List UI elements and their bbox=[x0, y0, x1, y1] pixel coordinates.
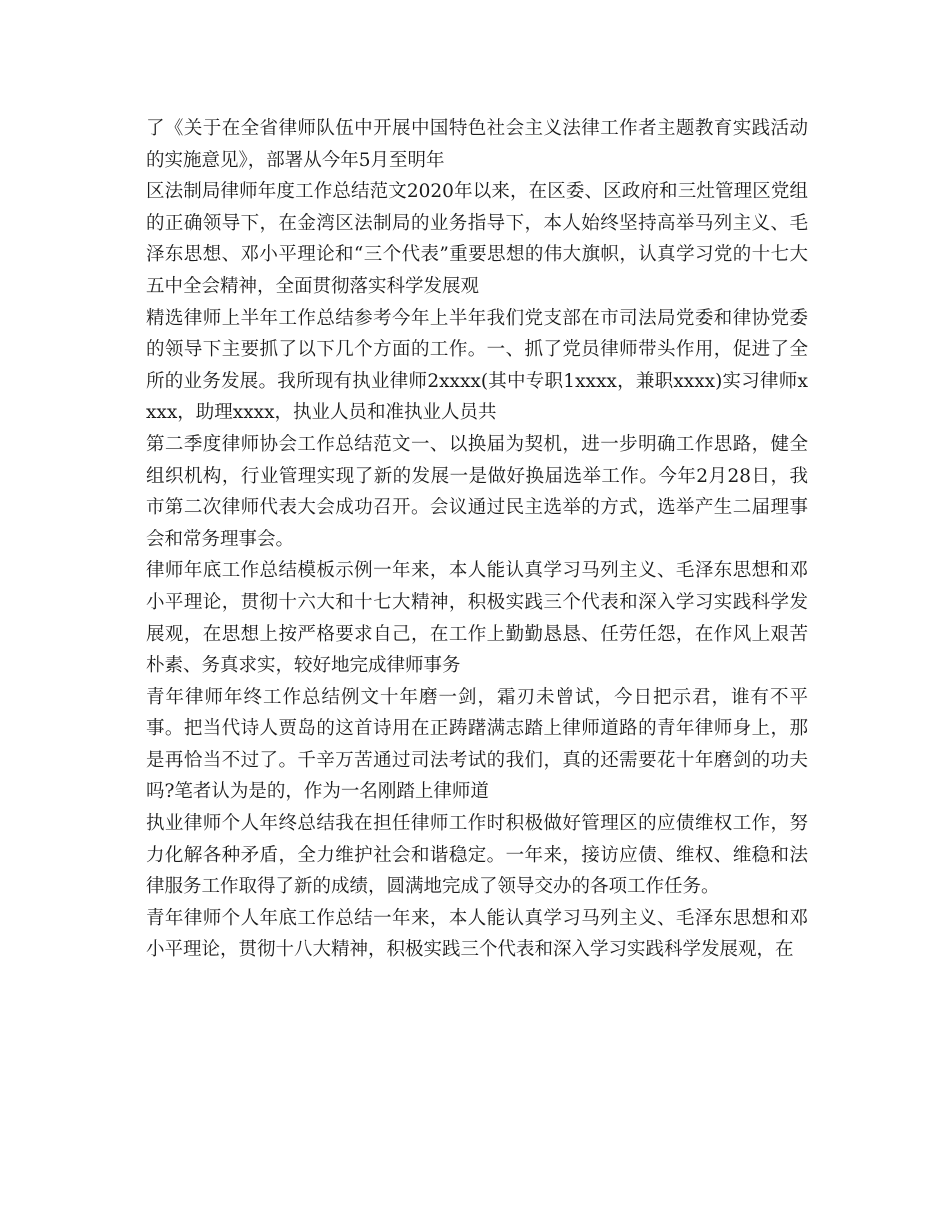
paragraph-1: 了《关于在全省律师队伍中开展中国特色社会主义法律工作者主题教育实践活动的实施意见》，部署从今年5月至明年 bbox=[146, 118, 808, 171]
paragraph-3: 精选律师上半年工作总结参考今年上半年我们党支部在市司法局党委和律协党委的领导下主要抓了以下几个方面的工作。一、抓了党员律师带头作用，促进了全所的业务发展。我所现有执业律师2xxxx(其中专职1xxxx，兼职xxxx)实习律师xxxx，助理xxxx，执业人员和准执业人员共 bbox=[146, 307, 808, 424]
paragraph-2: 区法制局律师年度工作总结范文2020年以来，在区委、区政府和三灶管理区党组的正确领导下，在金湾区法制局的业务指导下，本人始终坚持高举马列主义、毛泽东思想、邓小平理论和“三个代表”重要思想的伟大旗帜，认真学习党的十七大五中全会精神，全面贯彻落实科学发展观 bbox=[146, 181, 808, 297]
paragraph-7: 执业律师个人年终总结我在担任律师工作时积极做好管理区的应债维权工作，努力化解各种矛盾，全力维护社会和谐稳定。一年来，接访应债、维权、维稳和法律服务工作取得了新的成绩，圆满地完成了领导交办的各项工作任务。 bbox=[146, 813, 808, 898]
paragraph-8: 青年律师个人年底工作总结一年来，本人能认真学习马列主义、毛泽东思想和邓小平理论，贯彻十八大精神，积极实践三个代表和深入学习实践科学发展观，在 bbox=[146, 907, 808, 961]
paragraph-6: 青年律师年终工作总结例文十年磨一剑，霜刃未曾试，今日把示君，谁有不平事。把当代诗人贾岛的这首诗用在正踌躇满志踏上律师道路的青年律师身上，那是再恰当不过了。千辛万苦通过司法考试的我们，真的还需要花十年磨剑的功夫吗?笔者认为是的，作为一名刚踏上律师道 bbox=[146, 686, 808, 803]
document-body bbox=[146, 113, 808, 966]
paragraph-4: 第二季度律师协会工作总结范文一、以换届为契机，进一步明确工作思路，健全组织机构，行业管理实现了新的发展一是做好换届选举工作。今年2月28日，我市第二次律师代表大会成功召开。会议通过民主选举的方式，选举产生二届理事会和常务理事会。 bbox=[146, 433, 808, 550]
paragraph-5: 律师年底工作总结模板示例一年来，本人能认真学习马列主义、毛泽东思想和邓小平理论，贯彻十六大和十七大精神，积极实践三个代表和深入学习实践科学发展观，在思想上按严格要求自己，在工作上勤勤恳恳、任劳任怨，在作风上艰苦朴素、务真求实，较好地完成律师事务 bbox=[146, 560, 808, 677]
